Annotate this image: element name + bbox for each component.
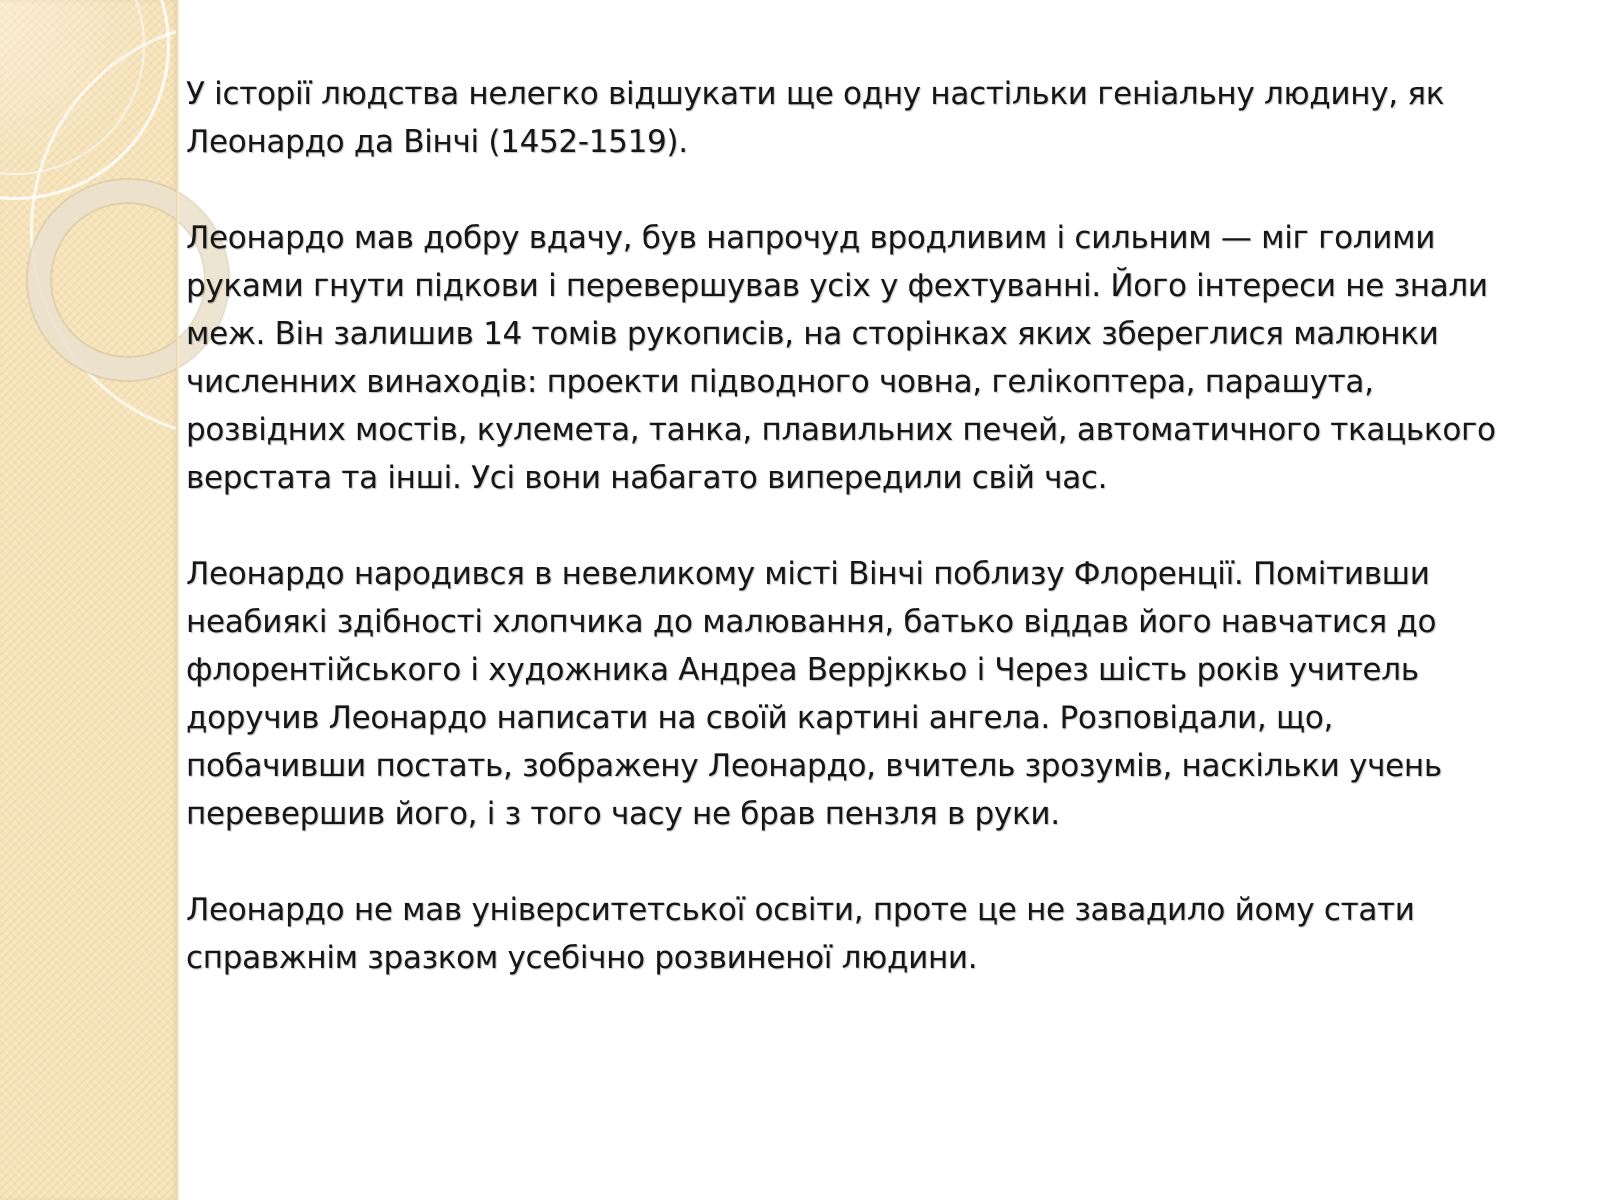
paragraph-character: Леонардо мав добру вдачу, був напрочуд вродливим і сильним — міг голими руками гнути підкови і перевершував усіх у фехтуванні. Його інтереси не знали меж. Він залишив 14 томів рукописів, на сторінках яких збереглися малюнки численних винаходів: проекти підводного човна, гелікоптера, парашута, розвідних мостів, кулемета, танка, плавильних печей, автоматичного ткацького верстата та інші. Усі вони набагато випередили свій час.	[186, 220, 1496, 496]
sidebar-edge	[176, 0, 179, 1200]
paragraph-education: Леонардо не мав університетської освіти, проте це не завадило йому стати справжнім зразком усебічно розвиненої людини.	[186, 892, 1415, 976]
decorative-sidebar	[0, 0, 178, 1200]
paragraph-biography: Леонардо народився в невеликому місті Вінчі поблизу Флоренції. Помітивши неабиякі здібності хлопчика до малювання, батько віддав його навчатися до флорентійського і художника Андреа Веррјккьо і Через шість років учитель доручив Леонардо написати на своїй картині ангела. Розповідали, що, побачивши постать, зображену Леонардо, вчитель зрозумів, наскільки учень перевершив його, і з того часу не брав пензля в руки.	[186, 556, 1442, 832]
slide-body-text	[186, 70, 1506, 982]
paragraph-intro: У історії людства нелегко відшукати ще одну настільки геніальну людину, як Леонардо да Вінчі (1452-1519).	[186, 76, 1445, 160]
